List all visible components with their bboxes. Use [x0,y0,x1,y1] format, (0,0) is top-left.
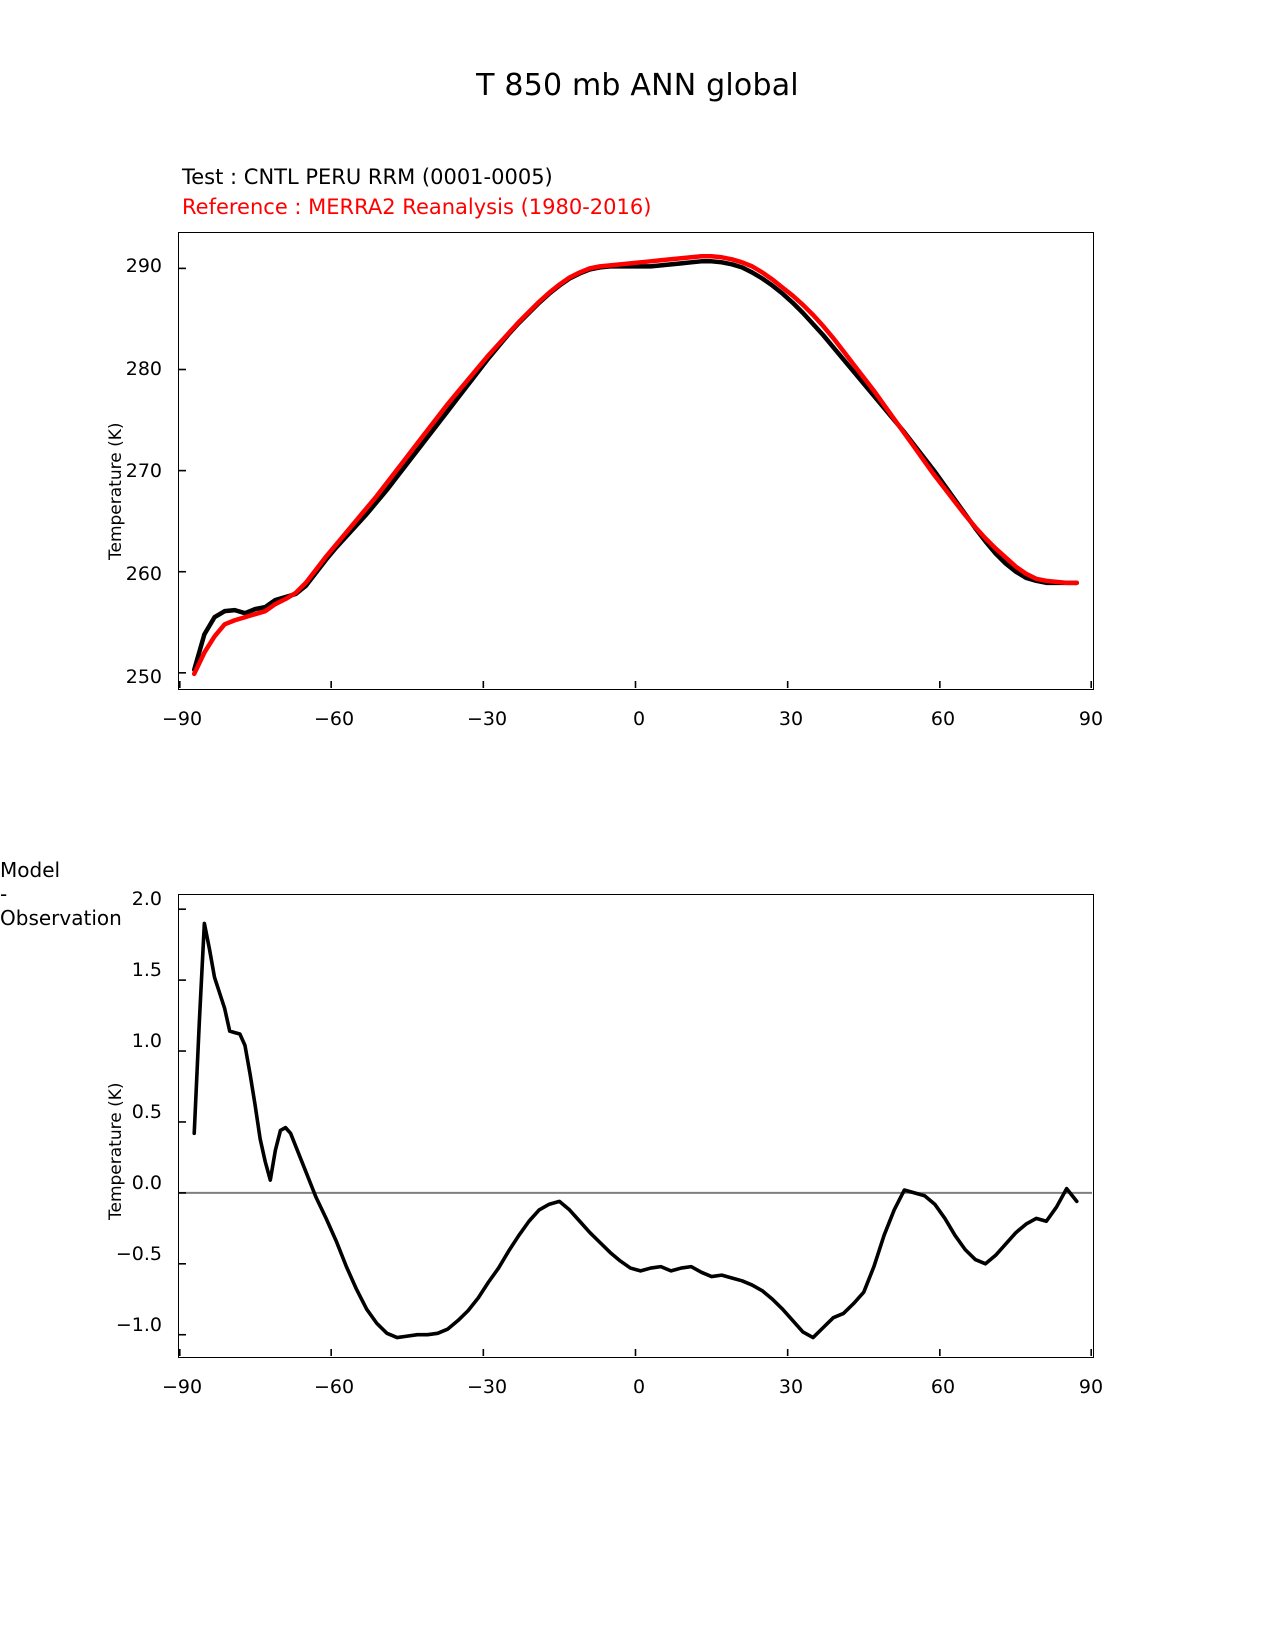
legend-test-label: Test : CNTL PERU RRM (0001-0005) [182,165,553,189]
difference-axes [178,894,1094,1358]
diff-ytick-0.0: 0.0 [131,1172,162,1194]
diff-xtick-60: 60 [930,1376,956,1398]
main-xtick-n60: −60 [313,708,355,730]
main-plot-lines [179,233,1092,688]
main-xtick-60: 60 [930,708,956,730]
diff-ytick-n1.0: −1.0 [115,1314,162,1336]
figure-canvas: T 850 mb ANN global Test : CNTL PERU RRM (0001-0005) Reference : MERRA2 Reanalysis (1980-2016) Temperature (K) 290 280 270 260 250 −90 −60 −30 0 30 60 90 Model - Observation Temperature (K) 2.0 1.5 1.0 0.5 0.0 −0.5 −1.0 −90 −60 −30 0 30 60 90 [0,0,1275,1650]
main-ytick-280: 280 [125,358,162,380]
diff-ytick-n0.5: −0.5 [115,1243,162,1265]
legend-reference-label: Reference : MERRA2 Reanalysis (1980-2016) [182,195,652,219]
diff-ytick-0.5: 0.5 [131,1101,162,1123]
diff-xtick-n30: −30 [466,1376,508,1398]
difference-y-axis-label: Temperature (K) [106,1082,126,1220]
legend [182,162,651,222]
diff-xtick-n90: −90 [161,1376,203,1398]
diff-ytick-1.0: 1.0 [131,1030,162,1052]
main-xtick-n90: −90 [161,708,203,730]
main-ytick-270: 270 [125,460,162,482]
diff-xtick-90: 90 [1078,1376,1104,1398]
diff-xtick-0: 0 [632,1376,646,1398]
main-ytick-290: 290 [125,255,162,277]
main-xtick-90: 90 [1078,708,1104,730]
diff-ytick-1.5: 1.5 [131,959,162,981]
diff-xtick-30: 30 [778,1376,804,1398]
diff-ytick-2.0: 2.0 [131,888,162,910]
difference-plot-lines [179,895,1092,1356]
page-title: T 850 mb ANN global [476,68,799,103]
diff-xtick-n60: −60 [313,1376,355,1398]
main-axes [178,232,1094,690]
main-xtick-30: 30 [778,708,804,730]
main-xtick-0: 0 [632,708,646,730]
main-ytick-250: 250 [125,666,162,688]
main-ytick-260: 260 [125,563,162,585]
main-xtick-n30: −30 [466,708,508,730]
main-y-axis-label: Temperature (K) [106,422,126,560]
